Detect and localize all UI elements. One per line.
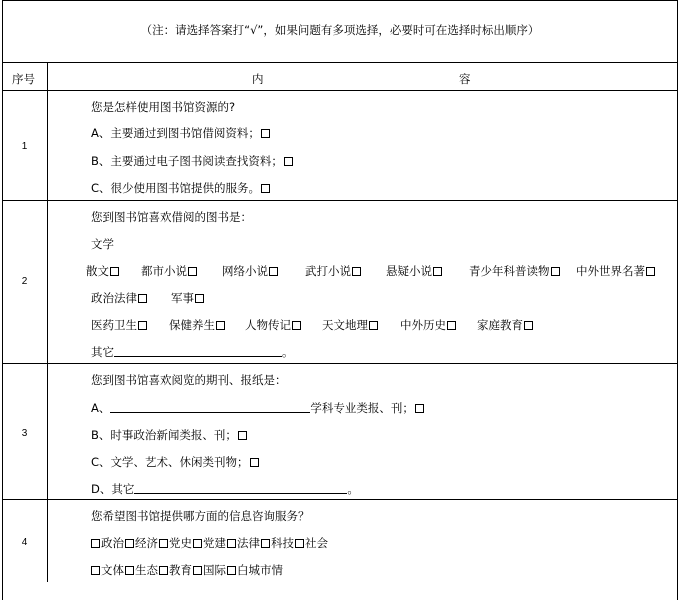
option-label: C、很少使用图书馆提供的服务。 — [91, 181, 261, 195]
option-label: 中外世界名著 — [576, 264, 645, 278]
row-divider — [2, 200, 678, 201]
book-option — [469, 263, 561, 279]
option-label: 悬疑小说 — [386, 264, 432, 278]
checkbox[interactable] — [369, 321, 378, 330]
option-label: B、时事政治新闻类报、刊； — [91, 428, 237, 442]
option-label: 教育 — [169, 563, 192, 577]
option-label: A、主要通过到图书馆借阅资料； — [91, 126, 260, 140]
option-a — [91, 125, 271, 141]
option-label: 党建 — [203, 536, 226, 550]
option-label: 政治法律 — [91, 291, 137, 305]
option-label: 天文地理 — [322, 318, 368, 332]
option-label: 人物传记 — [245, 318, 291, 332]
book-option — [169, 317, 226, 333]
checkbox[interactable] — [125, 539, 134, 548]
option-label: C、文学、艺术、休闲类刊物； — [91, 455, 249, 469]
checkbox[interactable] — [352, 267, 361, 276]
book-option — [86, 263, 120, 279]
book-option — [91, 290, 148, 306]
checkbox[interactable] — [91, 566, 100, 575]
row-divider — [2, 90, 678, 91]
question-text: 您是怎样使用图书馆资源的? — [91, 100, 236, 114]
book-option — [400, 317, 457, 333]
checkbox[interactable] — [524, 321, 533, 330]
checkbox[interactable] — [159, 539, 168, 548]
book-option — [477, 317, 534, 333]
question-number: 2 — [21, 276, 28, 287]
group-label: 文学 — [91, 237, 114, 251]
option-label: 科技 — [271, 536, 294, 550]
option-label: 文体 — [101, 563, 124, 577]
checkbox[interactable] — [110, 267, 119, 276]
book-option — [305, 263, 362, 279]
service-options-row-1 — [90, 535, 328, 551]
option-label: 党史 — [169, 536, 192, 550]
question-number: 4 — [21, 537, 28, 548]
option-d — [91, 481, 359, 497]
checkbox[interactable] — [433, 267, 442, 276]
option-label: 家庭教育 — [477, 318, 523, 332]
book-option — [386, 263, 443, 279]
option-label: 网络小说 — [222, 264, 268, 278]
checkbox[interactable] — [125, 566, 134, 575]
checkbox[interactable] — [415, 404, 424, 413]
column-divider — [47, 62, 48, 582]
option-c — [91, 454, 260, 470]
checkbox[interactable] — [292, 321, 301, 330]
row-divider — [2, 499, 678, 500]
checkbox[interactable] — [188, 267, 197, 276]
option-label: 生态 — [135, 563, 158, 577]
checkbox[interactable] — [269, 267, 278, 276]
checkbox[interactable] — [238, 431, 247, 440]
checkbox[interactable] — [250, 458, 259, 467]
question-number: 3 — [21, 428, 28, 439]
book-option — [141, 263, 198, 279]
option-a — [91, 400, 425, 416]
checkbox[interactable] — [227, 539, 236, 548]
checkbox[interactable] — [295, 539, 304, 548]
option-label: 学科专业类报、刊； — [310, 401, 414, 415]
row-divider — [2, 62, 678, 63]
option-label: B、主要通过电子图书阅读查找资料； — [91, 154, 283, 168]
punctuation: 。 — [282, 345, 294, 359]
option-label: 医药卫生 — [91, 318, 137, 332]
option-label: 保健养生 — [169, 318, 215, 332]
option-label: 法律 — [237, 536, 260, 550]
option-label: 都市小说 — [141, 264, 187, 278]
question-number: 1 — [21, 141, 28, 152]
checkbox[interactable] — [227, 566, 236, 575]
checkbox[interactable] — [193, 539, 202, 548]
option-label: 武打小说 — [305, 264, 351, 278]
checkbox[interactable] — [195, 294, 204, 303]
book-option — [222, 263, 279, 279]
book-option — [91, 317, 148, 333]
checkbox[interactable] — [138, 294, 147, 303]
checkbox[interactable] — [261, 184, 270, 193]
fill-blank[interactable] — [110, 401, 310, 413]
checkbox[interactable] — [261, 539, 270, 548]
checkbox[interactable] — [447, 321, 456, 330]
question-text: 您到图书馆喜欢阅览的期刊、报纸是： — [91, 373, 287, 387]
option-label: 政治 — [101, 536, 124, 550]
service-options-row-2 — [90, 562, 283, 578]
option-label: 白城市情 — [237, 563, 283, 577]
fill-blank[interactable] — [114, 345, 282, 357]
checkbox[interactable] — [216, 321, 225, 330]
option-label: 其它 — [91, 345, 114, 359]
row-divider — [2, 363, 678, 364]
header-seq: 序号 — [12, 72, 35, 86]
checkbox[interactable] — [91, 539, 100, 548]
option-label: 经济 — [135, 536, 158, 550]
option-label: 社会 — [305, 536, 328, 550]
book-option — [171, 290, 205, 306]
option-label: A、 — [91, 401, 111, 415]
question-text: 您到图书馆喜欢借阅的图书是： — [91, 210, 252, 224]
option-label: 军事 — [171, 291, 194, 305]
checkbox[interactable] — [646, 267, 655, 276]
checkbox[interactable] — [193, 566, 202, 575]
checkbox[interactable] — [261, 129, 270, 138]
option-c — [91, 180, 271, 196]
option-b — [91, 427, 248, 443]
option-label: 中外历史 — [400, 318, 446, 332]
checkbox[interactable] — [284, 157, 293, 166]
punctuation: 。 — [347, 482, 359, 496]
checkbox[interactable] — [159, 566, 168, 575]
header-content-2: 容 — [459, 72, 471, 86]
book-option — [576, 263, 656, 279]
option-label: D、其它 — [91, 482, 135, 496]
checkbox[interactable] — [551, 267, 560, 276]
book-option — [322, 317, 379, 333]
checkbox[interactable] — [138, 321, 147, 330]
option-b — [91, 153, 294, 169]
book-option — [245, 317, 302, 333]
question-text: 您希望图书馆提供哪方面的信息咨询服务？ — [91, 509, 310, 523]
fill-blank[interactable] — [134, 482, 347, 494]
option-label: 散文 — [86, 264, 109, 278]
instruction-note: （注：请选择答案打“√”，如果问题有多项选择，必要时可在选择时标出顺序） — [140, 23, 540, 37]
option-label: 国际 — [203, 563, 226, 577]
option-label: 青少年科普读物 — [469, 264, 550, 278]
header-content-1: 内 — [252, 72, 264, 86]
other-option — [91, 344, 294, 360]
